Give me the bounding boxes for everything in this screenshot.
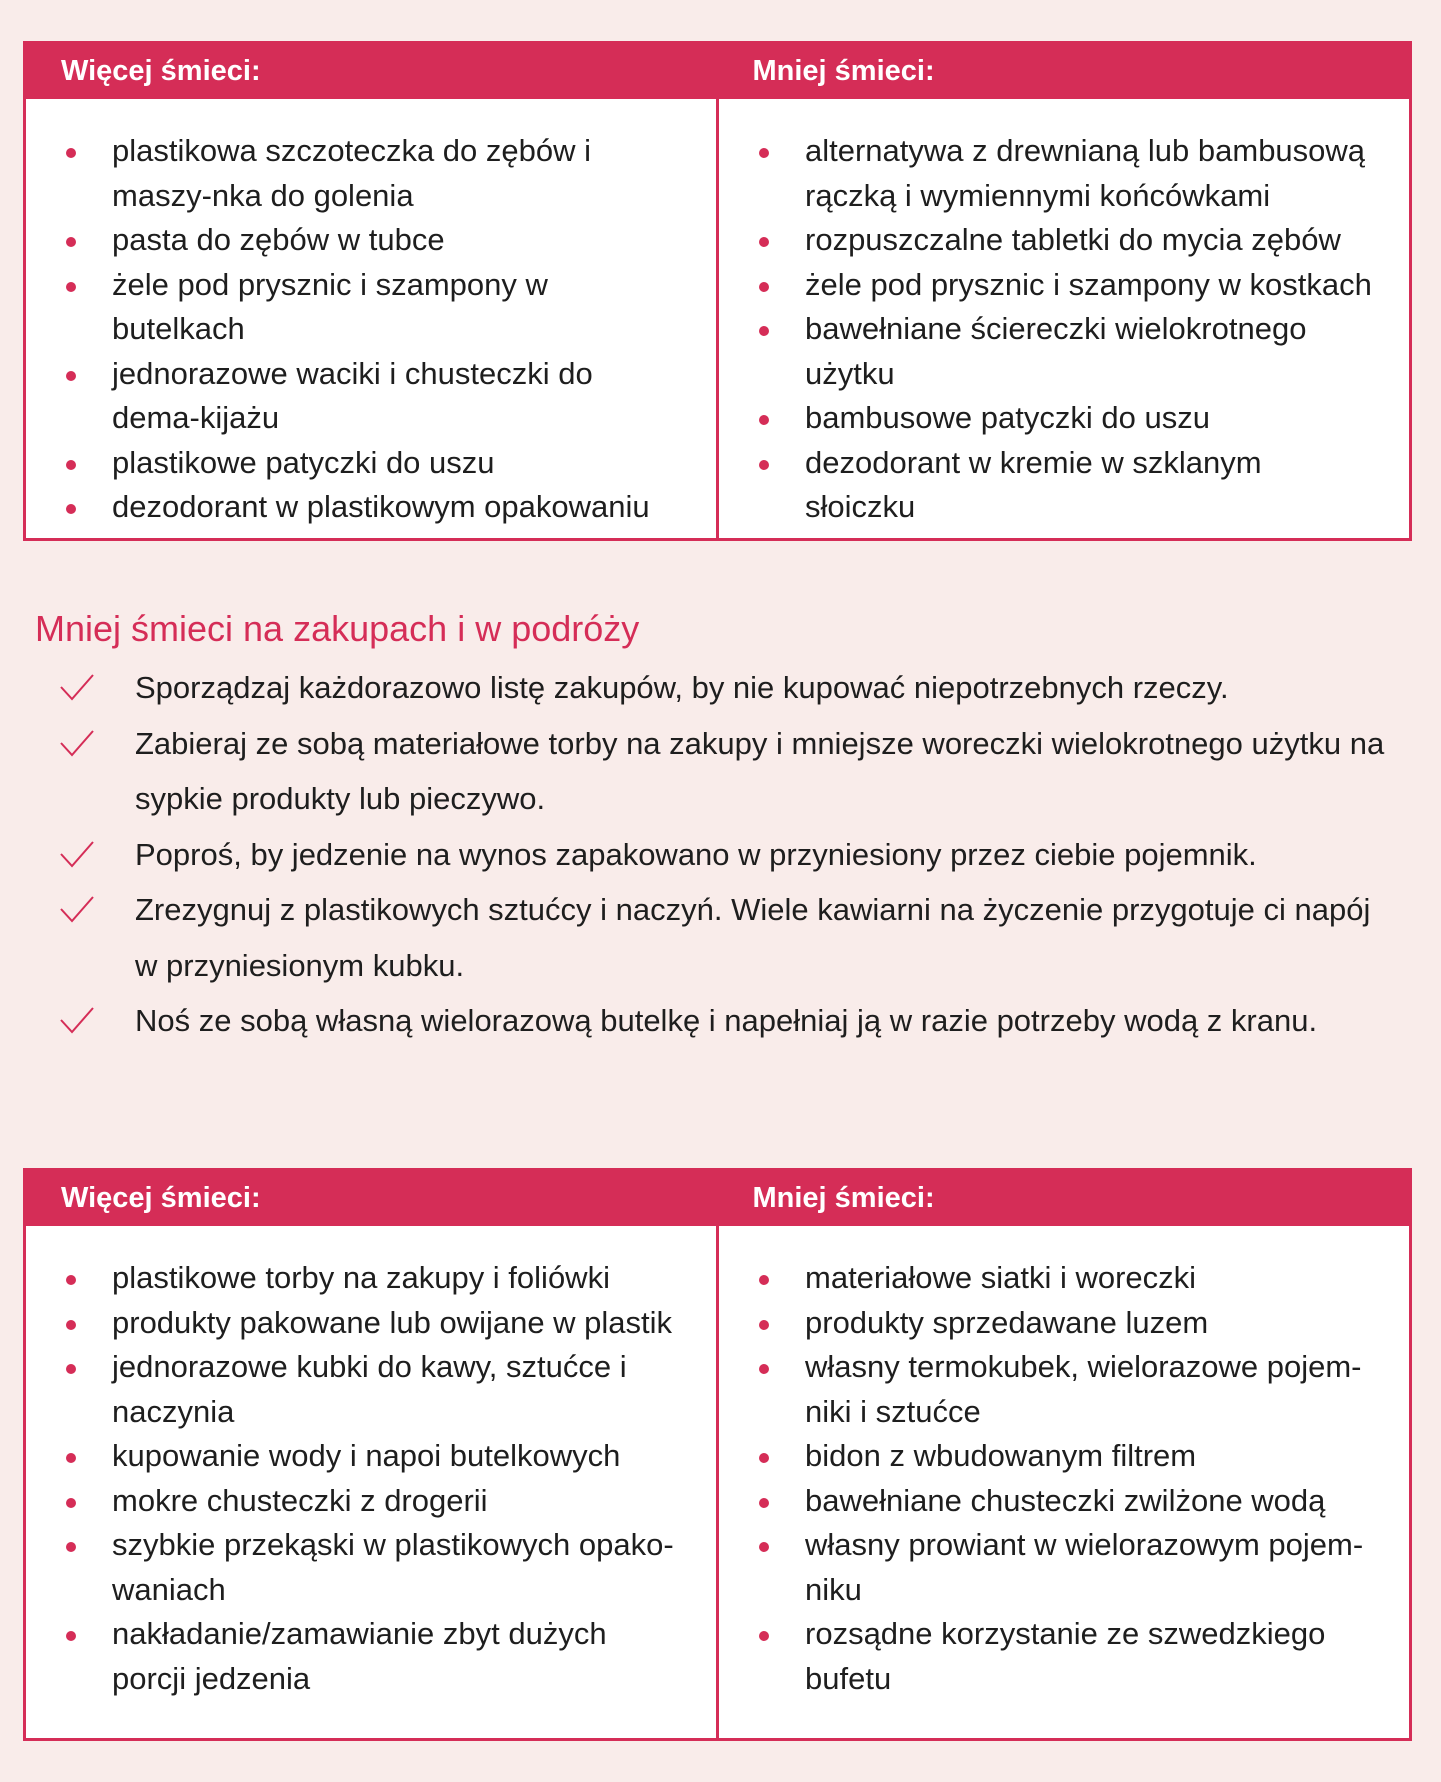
header-less-waste: Mniej śmieci: xyxy=(752,55,935,87)
list-item: materiałowe siatki i woreczki xyxy=(719,1256,1379,1301)
table-header xyxy=(26,1171,1409,1226)
tip-text: Poproś, by jedzenie na wynos zapakowano w przyniesiony przez ciebie pojemnik. xyxy=(135,836,1257,872)
tip-text: Zrezygnuj z plastikowych sztućcy i naczyń. Wiele kawiarni na życzenie przygotuje ci napój w przyniesionym kubku. xyxy=(135,892,1371,983)
list-item: produkty sprzedawane luzem xyxy=(719,1301,1379,1346)
tip-item xyxy=(35,882,1390,993)
checkmark-icon xyxy=(59,894,95,924)
tip-text: Noś ze sobą własną wielorazową butelkę i napełniaj ją w razie potrzeby wodą z kranu. xyxy=(135,1003,1318,1038)
tip-item xyxy=(35,660,1390,716)
list-item: szybkie przekąski w plastikowych opako-waniach xyxy=(26,1523,686,1612)
list-item: mokre chusteczki z drogerii xyxy=(26,1479,686,1524)
list-item: rozsądne korzystanie ze szwedzkiego bufetu xyxy=(719,1612,1379,1701)
list-item: żele pod prysznic i szampony w butelkach xyxy=(26,263,686,352)
list-item: nakładanie/zamawianie zbyt dużych porcji jedzenia xyxy=(26,1612,686,1701)
list-item: kupowanie wody i napoi butelkowych xyxy=(26,1434,686,1479)
header-less-waste: Mniej śmieci: xyxy=(752,1182,935,1214)
more-waste-list xyxy=(26,1256,686,1701)
checkmark-icon xyxy=(59,728,95,758)
header-more-waste: Więcej śmieci: xyxy=(61,55,261,87)
list-item: żele pod prysznic i szampony w kostkach xyxy=(719,263,1379,308)
comparison-table-shopping xyxy=(23,1168,1412,1741)
list-item: pasta do zębów w tubce xyxy=(26,218,686,263)
less-waste-column xyxy=(716,1226,1409,1738)
list-item: dezodorant w plastikowym opakowaniu xyxy=(26,485,686,530)
list-item: własny termokubek, wielorazowe pojem-niki i sztućce xyxy=(719,1345,1379,1434)
checkmark-icon xyxy=(59,672,95,702)
list-item: jednorazowe waciki i chusteczki do dema-kijażu xyxy=(26,352,686,441)
list-item: bawełniane ściereczki wielokrotnego użytku xyxy=(719,307,1379,396)
tip-text: Zabieraj ze sobą materiałowe torby na zakupy i mniejsze woreczki wielokrotnego użytku na sypkie produkty lub pieczywo. xyxy=(135,725,1385,816)
more-waste-list xyxy=(26,129,686,530)
list-item: jednorazowe kubki do kawy, sztućce i naczynia xyxy=(26,1345,686,1434)
tip-item xyxy=(35,993,1390,1049)
list-item: dezodorant w kremie w szklanym słoiczku xyxy=(719,441,1379,530)
list-item: plastikowe torby na zakupy i foliówki xyxy=(26,1256,686,1301)
tip-item xyxy=(35,827,1390,883)
list-item: bambusowe patyczki do uszu xyxy=(719,396,1379,441)
more-waste-column xyxy=(26,1226,716,1738)
less-waste-column xyxy=(716,99,1409,538)
header-more-waste: Więcej śmieci: xyxy=(61,1182,261,1214)
list-item: alternatywa z drewnianą lub bambusową rączką i wymiennymi końcówkami xyxy=(719,129,1379,218)
tips-list xyxy=(35,660,1390,1049)
more-waste-column xyxy=(26,99,716,538)
checkmark-icon xyxy=(59,839,95,869)
tip-item xyxy=(35,716,1390,827)
list-item: własny prowiant w wielorazowym pojem-niku xyxy=(719,1523,1379,1612)
less-waste-list xyxy=(719,129,1379,530)
list-item: plastikowe patyczki do uszu xyxy=(26,441,686,486)
list-item: bidon z wbudowanym filtrem xyxy=(719,1434,1379,1479)
table-body xyxy=(26,1226,1409,1738)
list-item: rozpuszczalne tabletki do mycia zębów xyxy=(719,218,1379,263)
list-item: produkty pakowane lub owijane w plastik xyxy=(26,1301,686,1346)
tip-text: Sporządzaj każdorazowo listę zakupów, by nie kupować niepotrzebnych rzeczy. xyxy=(135,670,1229,705)
less-waste-list xyxy=(719,1256,1379,1701)
list-item: plastikowa szczoteczka do zębów i maszy-nka do golenia xyxy=(26,129,686,218)
table-body xyxy=(26,99,1409,538)
section-title: Mniej śmieci na zakupach i w podróży xyxy=(35,608,640,649)
checkmark-icon xyxy=(59,1005,95,1035)
table-header xyxy=(26,44,1409,99)
comparison-table-hygiene xyxy=(23,41,1412,541)
list-item: bawełniane chusteczki zwilżone wodą xyxy=(719,1479,1379,1524)
